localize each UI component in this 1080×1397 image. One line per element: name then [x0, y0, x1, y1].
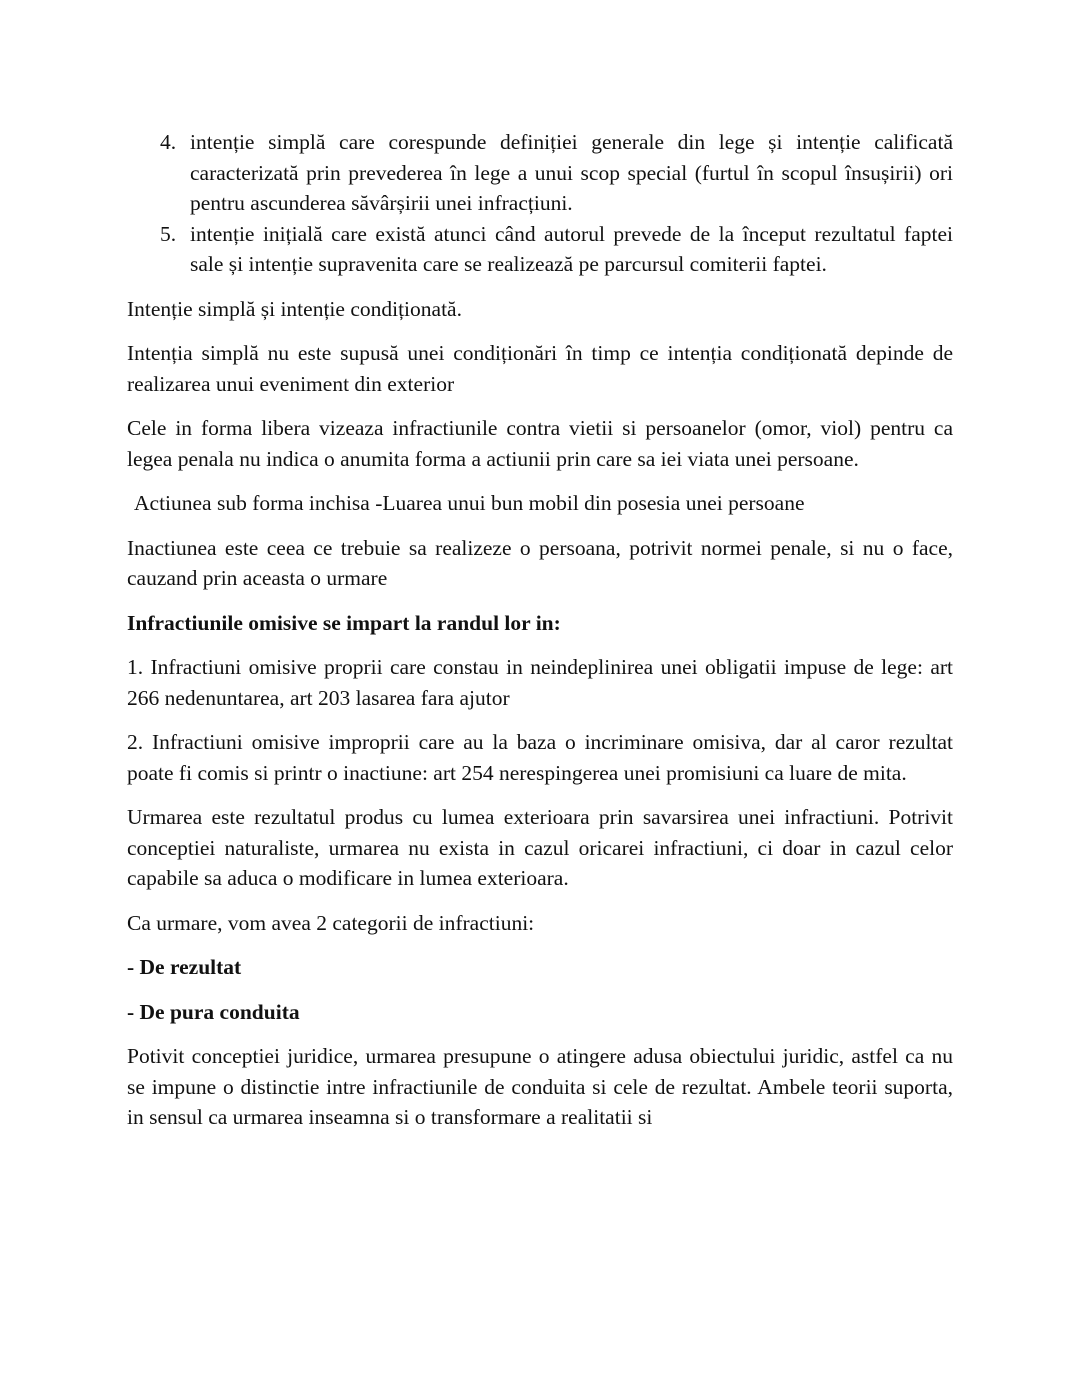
paragraph-forma-libera: Cele in forma libera vizeaza infractiunile contra vietii si persoanelor (omor, viol) pentru ca legea penala nu indica o anumita forma a actiunii prin care sa iei viata unei persoane. — [127, 416, 953, 471]
paragraph-omisive-improprii: 2. Infractiuni omisive improprii care au la baza o incriminare omisiva, dar al caror rezultat poate fi comis si printr o inactiune: art 254 nerespingerea unei promisiuni ca luare de mita. — [127, 730, 953, 785]
numbered-list — [127, 127, 953, 280]
list-item-number: 4. — [160, 130, 177, 154]
category-de-pura-conduita: - De pura conduita — [127, 999, 300, 1024]
heading-infractiuni-omisive: Infractiunile omisive se impart la randul lor in: — [127, 610, 561, 635]
paragraph-categorii: Ca urmare, vom avea 2 categorii de infractiuni: — [127, 910, 535, 935]
category-de-rezultat: - De rezultat — [127, 955, 242, 979]
list-item — [127, 127, 953, 219]
paragraph-intentie-simpla-conditionata: Intenție simplă și intenție condiționată. — [127, 296, 462, 321]
paragraph-urmarea: Urmarea este rezultatul produs cu lumea exterioara prin savarsirea unei infractiuni. Potrivit conceptiei naturaliste, urmarea nu exista in cazul oricarei infractiuni, ci doar in cazul celor capabile sa aduca o modificare in lumea exterioara. — [127, 805, 953, 890]
list-item-number: 5. — [160, 221, 177, 246]
paragraph-conceptia-juridica: Potivit conceptiei juridice, urmarea presupune o atingere adusa obiectului juridic, astfel ca nu se impune o distinctie intre infractiunile de conduita si cele de rezultat. Ambele teorii suporta, in sensul ca urmarea inseamna si o transformare a realitatii si — [127, 1044, 953, 1129]
list-item-text: intenție inițială care există atunci când autorul prevede de la început rezultatul faptei sale și intenție supravenita care se realizează pe parcursul comiterii faptei. — [190, 221, 953, 276]
document-page — [127, 127, 953, 1147]
paragraph-omisive-proprii: 1. Infractiuni omisive proprii care constau in neindeplinirea unei obligatii impuse de lege: art 266 nedenuntarea, art 203 lasarea fara ajutor — [127, 655, 953, 710]
paragraph-inactiunea: Inactiunea este ceea ce trebuie sa realizeze o persoana, potrivit normei penale, si nu o face, cauzand prin aceasta o urmare — [127, 535, 953, 590]
list-item-text: intenție simplă care corespunde definiției generale din lege și intenție calificată caracterizată prin prevederea în lege a unui scop special (furtul în scopul însușirii) ori pentru ascunderea săvârșirii unei infracțiuni. — [190, 130, 953, 215]
paragraph-forma-inchisa: Actiunea sub forma inchisa -Luarea unui bun mobil din posesia unei persoane — [134, 491, 805, 515]
paragraph-intentia-simpla: Intenția simplă nu este supusă unei condiționări în timp ce intenția condiționată depinde de realizarea unui eveniment din exterior — [127, 341, 953, 396]
list-item — [127, 219, 953, 280]
